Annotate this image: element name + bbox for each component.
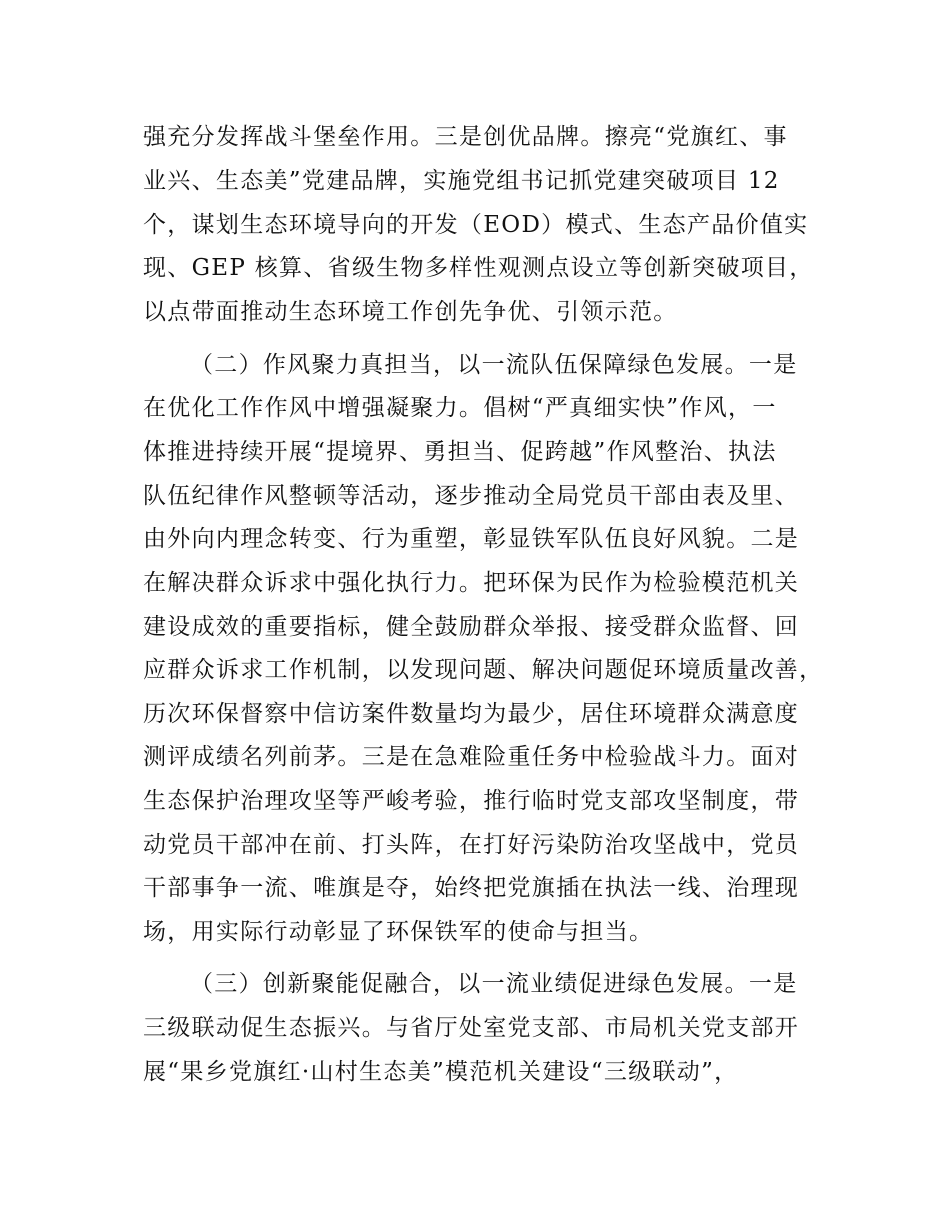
text-line: 体推进持续开展“提境界、勇担当、促跨越”作风整治、执法 (143, 439, 777, 465)
text-line: 动党员干部冲在前、打头阵，在打好污染防治攻坚战中，党员 (143, 832, 800, 858)
section-heading-2: （二）作风聚力真担当，以一流队伍保障绿色发展。一是 (190, 352, 798, 378)
text-line: 建设成效的重要指标，健全鼓励群众举报、接受群众监督、回 (143, 614, 800, 640)
text-line: 历次环保督察中信访案件数量均为最少，居住环境群众满意度 (143, 701, 800, 727)
text-line: 以点带面推动生态环境工作创先争优、引领示范。 (143, 299, 678, 325)
text-line: 场，用实际行动彰显了环保铁军的使命与担当。 (143, 919, 654, 945)
text-line: 强充分发挥战斗堡垒作用。三是创优品牌。擦亮“党旗红、事 (143, 124, 788, 150)
section-heading-3: （三）创新聚能促融合，以一流业绩促进绿色发展。一是 (190, 971, 798, 997)
text-line: 展“果乡党旗红·山村生态美”模范机关建设“三级联动”， (143, 1059, 739, 1085)
text-line: 业兴、生态美”党建品牌，实施党组书记抓党建突破项目 12 (143, 168, 780, 194)
text-line: 在解决群众诉求中强化执行力。把环保为民作为检验模范机关 (143, 570, 800, 596)
text-line: 在优化工作作风中增强凝聚力。倡树“严真细实快”作风，一 (143, 395, 777, 421)
text-line: 应群众诉求工作机制，以发现问题、解决问题促环境质量改善， (143, 657, 824, 683)
text-line: 由外向内理念转变、行为重塑，彰显铁军队伍良好风貌。二是 (143, 526, 800, 552)
text-line: 个，谋划生态环境导向的开发（EOD）模式、生态产品价值实 (143, 212, 809, 238)
text-line: 干部事争一流、唯旗是夺，始终把党旗插在执法一线、治理现 (143, 875, 800, 901)
text-line: 测评成绩名列前茅。三是在急难险重任务中检验战斗力。面对 (143, 744, 800, 770)
text-line: 三级联动促生态振兴。与省厅处室党支部、市局机关党支部开 (143, 1015, 800, 1041)
text-line: 队伍纪律作风整顿等活动，逐步推动全局党员干部由表及里、 (143, 483, 800, 509)
text-line: 现、GEP 核算、省级生物多样性观测点设立等创新突破项目， (143, 255, 814, 281)
text-line: 生态保护治理攻坚等严峻考验，推行临时党支部攻坚制度，带 (143, 788, 800, 814)
